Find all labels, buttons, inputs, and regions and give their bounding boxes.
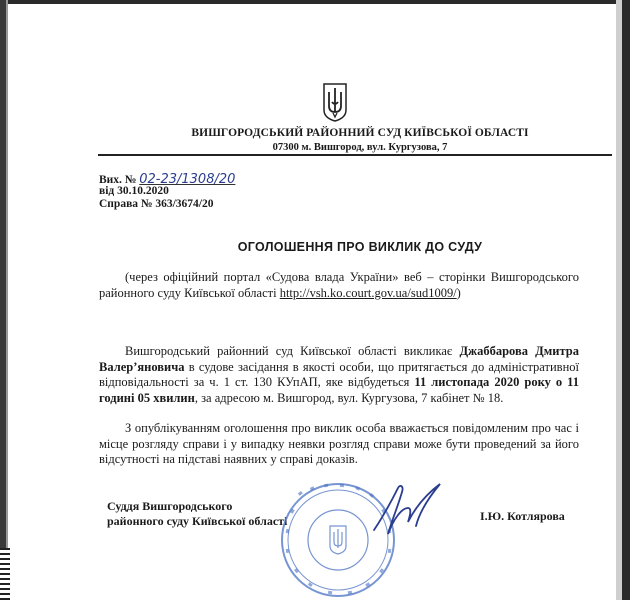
portal-note-text: (через офіційний портал «Судова влада України» веб – сторінки Вишгородського районного суду Київської області xyxy=(99,270,579,300)
outgoing-label: Вих. № xyxy=(99,174,137,186)
trident-emblem-icon xyxy=(322,82,348,122)
notice-paragraph xyxy=(99,421,579,468)
notice-text: З опублікуванням оголошення про виклик особа вважається повідомленим про час і місце розгляду справи і у випадку неявки розгляд справи може бути проведений за його відсутності на підставі наявних у справі доказів. xyxy=(99,421,579,466)
document-date: від 30.10.2020 xyxy=(99,185,169,197)
summons-part3: , за адресою м. Вишгород, вул. Кургузова, 7 кабінет № 18. xyxy=(194,390,504,405)
summons-part2: в судове засідання в якості особи, що притягається до адміністративної відповідальності за ч. 1 ст. 130 КУпАП, яке відбудеться xyxy=(99,359,579,389)
summons-part1: Вишгородський районний суд Київської області викликає xyxy=(125,344,460,358)
portal-note xyxy=(99,270,579,301)
scan-border-left-shadow xyxy=(6,0,8,600)
summons-paragraph xyxy=(99,344,579,406)
summoned-person: Джаббарова Дмитра Валер’яновича xyxy=(99,344,579,374)
judge-position xyxy=(107,499,307,529)
scan-border-top xyxy=(0,0,630,4)
outgoing-number: 02-23/1308/20 xyxy=(139,172,236,187)
scan-edge-marks xyxy=(0,548,10,600)
portal-note-close: ) xyxy=(456,285,461,300)
judge-position-line2: районного суду Київської області xyxy=(107,514,288,528)
hearing-datetime: 11 листопада 2020 року о 11 годині 05 хвилин xyxy=(99,375,579,405)
court-address: 07300 м. Вишгород, вул. Кургузова, 7 xyxy=(272,142,448,153)
handwritten-signature-icon xyxy=(368,478,448,544)
page-title: ОГОЛОШЕННЯ ПРО ВИКЛИК ДО СУДУ xyxy=(237,240,483,254)
header-divider xyxy=(98,154,612,156)
scan-border-right xyxy=(622,0,630,600)
judge-name: І.Ю. Котлярова xyxy=(480,509,565,523)
court-name: ВИШГОРОДСЬКИЙ РАЙОННИЙ СУД КИЇВСЬКОЇ ОБЛАСТІ xyxy=(191,127,529,139)
scan-border-right-shadow xyxy=(616,0,622,600)
case-number: Справа № 363/3674/20 xyxy=(99,198,214,210)
court-website-link[interactable]: http://vsh.ko.court.gov.ua/sud1009/ xyxy=(279,285,457,300)
judge-position-line1: Суддя Вишгородського xyxy=(107,499,233,513)
